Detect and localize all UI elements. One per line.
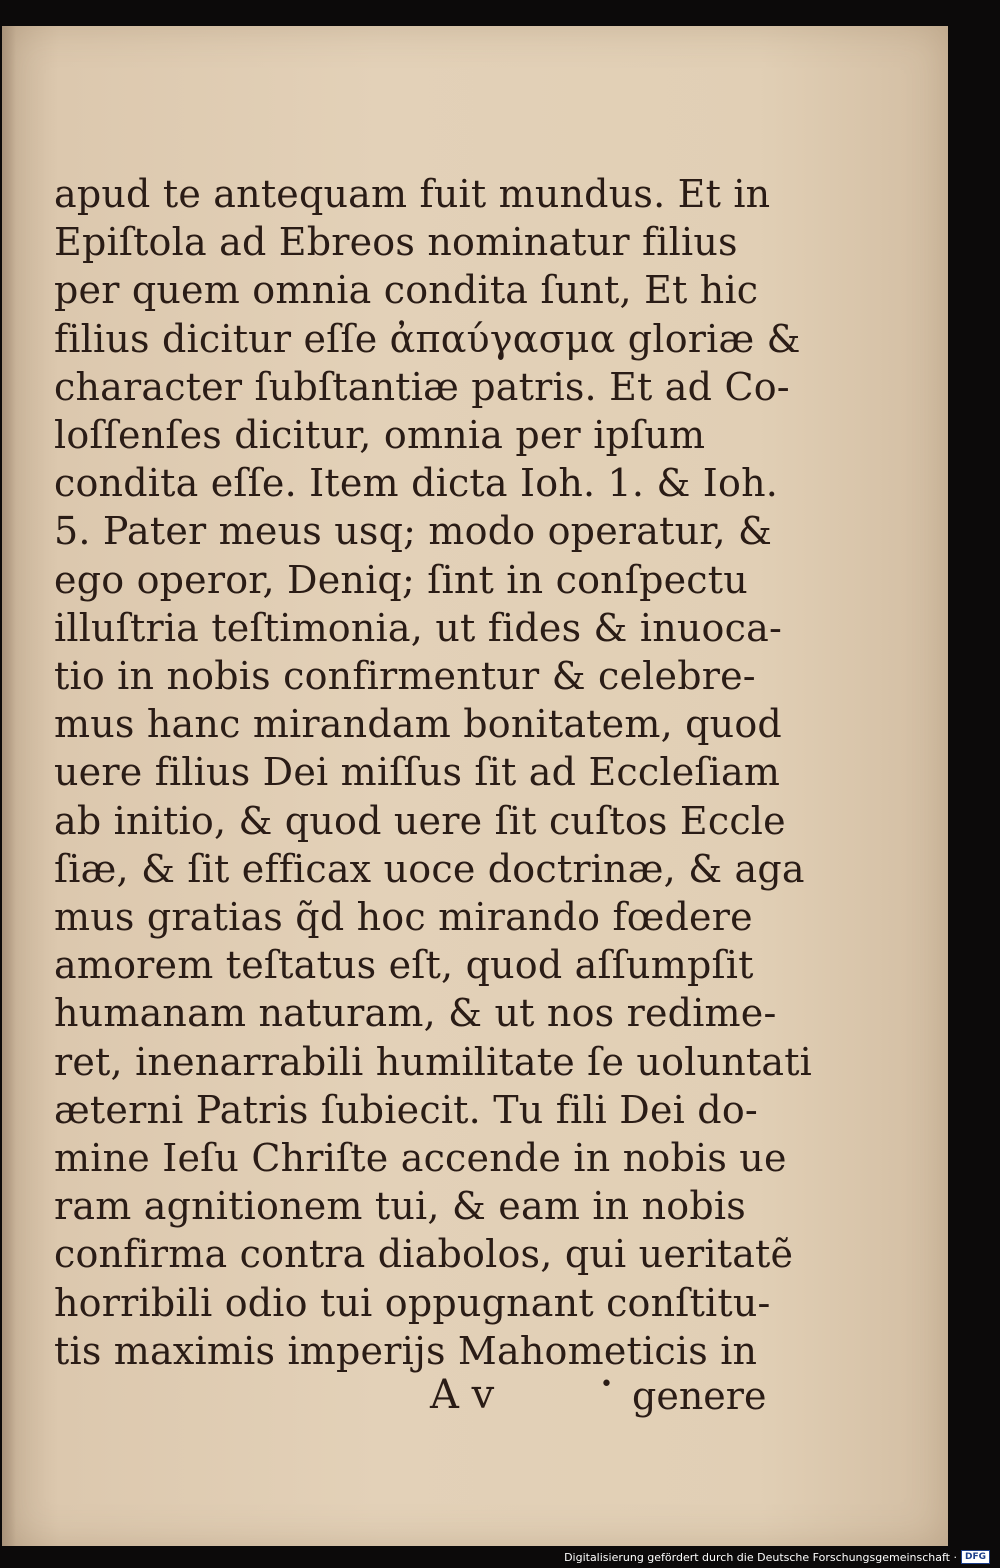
text-line: horribili odio tui oppugnant conſtitu- (54, 1280, 771, 1325)
dfg-logo: DFG (961, 1550, 990, 1564)
text-line: ret, inenarrabili humilitate ſe uoluntati (54, 1039, 813, 1084)
credit-text: Digitalisierung gefördert durch die Deutsche Forschungsgemeinschaft · (564, 1550, 957, 1564)
text-line: humanam naturam, & ut nos redime- (54, 991, 777, 1036)
text-line: tio in nobis confirmentur & celebre- (54, 654, 756, 699)
text-line: ſiæ, & ſit efficax uoce doctrinæ, & aga (54, 846, 805, 891)
text-line: condita eſſe. Item dicta Ioh. 1. & Ioh. (54, 461, 779, 506)
text-line: 5. Pater meus usq; modo operatur, & (54, 509, 773, 554)
text-line: loſſenſes dicitur, omnia per ipſum (54, 413, 706, 458)
text-line: mine Ieſu Chriſte accende in nobis ue (54, 1136, 787, 1181)
text-line: filius dicitur eſſe ἀπαύγασμα gloriæ & (54, 316, 801, 361)
text-line: ram agnitionem tui, & eam in nobis (54, 1184, 746, 1229)
text-line: apud te antequam fuit mundus. Et in (54, 172, 771, 216)
text-line: illuſtria teſtimonia, ut fides & inuoca- (54, 605, 783, 650)
text-line: per quem omnia condita ſunt, Et hic (54, 268, 759, 313)
text-line: Epiſtola ad Ebreos nominatur filius (54, 220, 738, 265)
text-line: ab initio, & quod uere ſit cuſtos Eccle (54, 798, 786, 843)
text-line: ego operor, Deniq; ſint in conſpectu (54, 557, 748, 602)
catchword: genere (632, 1374, 767, 1418)
text-line: confirma contra diabolos, qui ueritatẽ (54, 1232, 794, 1277)
text-line: tis maximis imperijs Mahometicis in (54, 1328, 758, 1373)
digitization-credit (564, 1550, 990, 1564)
text-line: uere filius Dei miſſus ſit ad Eccleſiam (54, 750, 781, 795)
page-gutter-shadow (2, 26, 16, 1546)
ornament-dot: • (600, 1372, 613, 1397)
text-line: character ſubſtantiæ patris. Et ad Co- (54, 364, 790, 409)
text-line: mus gratias q̃d hoc mirando fœdere (54, 895, 753, 940)
page-footer (2, 1372, 948, 1422)
text-line: mus hanc mirandam bonitatem, quod (54, 702, 782, 747)
signature-mark: A v (430, 1372, 495, 1418)
book-page (2, 26, 948, 1546)
page-text-block (54, 170, 813, 1375)
text-line: amorem teſtatus eſt, quod aſſumpſit (54, 943, 754, 988)
text-line: æterni Patris ſubiecit. Tu fili Dei do- (54, 1087, 758, 1132)
